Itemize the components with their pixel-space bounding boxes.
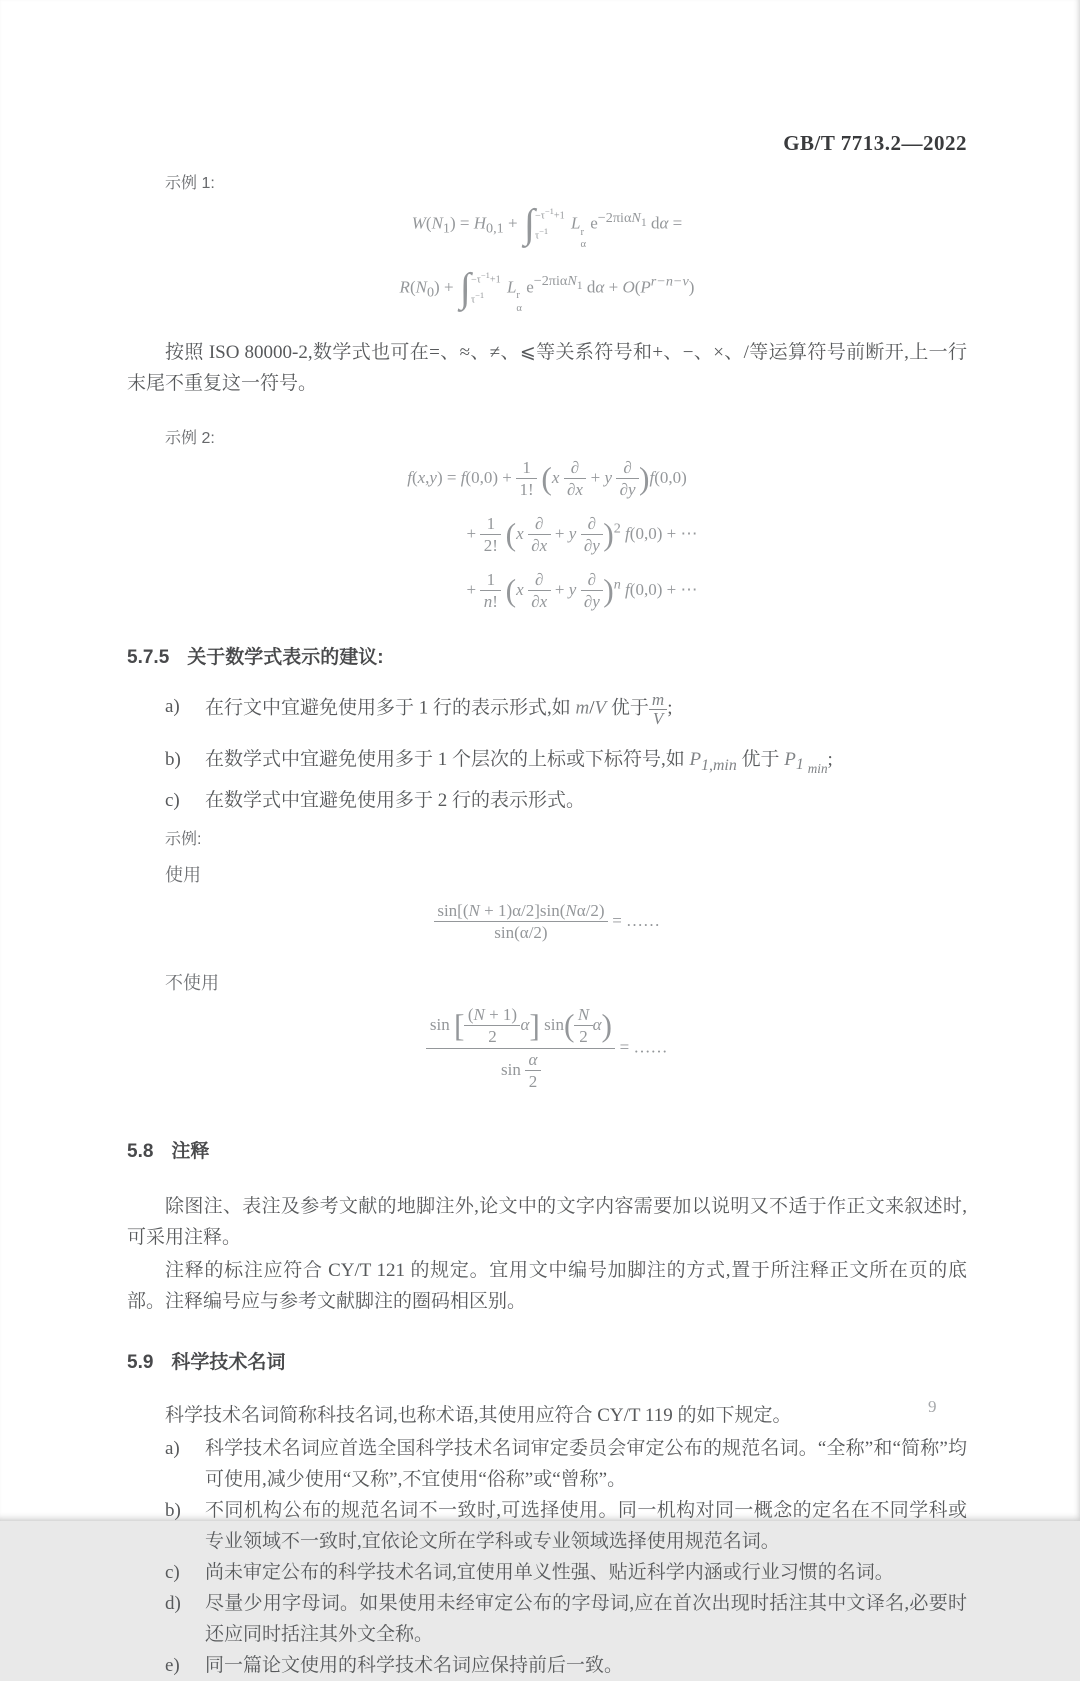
list-item-d xyxy=(165,1588,967,1650)
page-content xyxy=(127,0,967,1681)
not-use-label: 不使用 xyxy=(165,972,219,993)
list-item-a xyxy=(165,691,967,728)
item-text: 科学技术名词应首选全国科学技术名词审定委员会审定公布的规范名词。“全称”和“简称”均可使用,减少使用“又称”,不宜使用“俗称”或“曾称”。 xyxy=(205,1437,967,1490)
section-number: 5.9 xyxy=(127,1351,154,1373)
section-5-9-intro: 科学技术名词简称科技名词,也称术语,其使用应符合 CY/T 119 的如下规定。 xyxy=(165,1404,792,1426)
item-label: c) xyxy=(165,1561,180,1583)
section-title: 关于数学式表示的建议: xyxy=(187,646,384,668)
example2-label: 示例 2: xyxy=(165,429,215,447)
item-label: a) xyxy=(165,695,180,717)
section-5-8-heading xyxy=(127,1136,967,1163)
example2-formula-line1: f(x,y) = f(0,0) + $\frac{1}{1!}$ (x ∂ ∂x + y ∂ ∂y )f(0,0) xyxy=(407,457,687,500)
section-title: 科学技术名词 xyxy=(171,1351,286,1373)
use-formula: $\frac{\sin[(N + 1)\alpha/2]\sin(N\alpha/2)}{\sin(\alpha/2)}$ = …… xyxy=(127,901,967,943)
item-label: b) xyxy=(165,1499,181,1521)
not-use-formula: sin [ $\frac{(N + 1)}{2}$ α] sin( $\frac{N}{2}$ α) sin $\frac{\alpha}{2}$ = …… xyxy=(127,1005,967,1092)
page-number: 9 xyxy=(928,1397,937,1416)
example1-formula-line1: $W(N_1) = H_{0,1}$ + ∫ $-\tau^{-1}+1$ $\tau^{-1}$ L r α $e^{-2\pi i\alpha N_1}$ dα = xyxy=(411,201,683,250)
item-label: c) xyxy=(165,789,180,811)
section-number: 5.7.5 xyxy=(127,646,170,668)
section-5-9-heading xyxy=(127,1347,967,1374)
use-label: 使用 xyxy=(165,864,201,885)
iso-break-rule-paragraph: 按照 ISO 80000-2,数学式也可在=、≈、≠、⩽等关系符号和+、−、×、/等运算符号前断开,上一行末尾不重复这一符号。 xyxy=(127,341,967,394)
item-text: 在数学式中宜避免使用多于 1 个层次的上标或下标符号,如 $P_{1,min}$ 优于 $P_{1 _{min}}$; xyxy=(205,748,833,777)
item-label: d) xyxy=(165,1592,181,1614)
list-item-e xyxy=(165,1650,967,1681)
section-number: 5.8 xyxy=(127,1140,154,1162)
item-text: 同一篇论文使用的科学技术名词应保持前后一致。 xyxy=(205,1654,624,1676)
item-text: 在行文中宜避免使用多于 1 行的表示形式,如 m/V 优于 $\frac{m}{V}$ ; xyxy=(205,689,673,728)
item-text: 尚未审定公布的科学技术名词,宜使用单义性强、贴近科学内涵或行业习惯的名词。 xyxy=(205,1561,894,1583)
section-5-8-paragraph-1: 除图注、表注及参考文献的地脚注外,论文中的文字内容需要加以说明又不适于作正文来叙述时,可采用注释。 xyxy=(127,1195,967,1248)
standard-number-header: GB/T 7713.2—2022 xyxy=(783,131,967,155)
example2-formula-line3: + $\frac{1}{n!}$ (x ∂ ∂x + y ∂ ∂y )$^n$ f(0,0) + ⋯ xyxy=(466,569,698,612)
example1-label: 示例 1: xyxy=(165,175,215,192)
section-5-8-paragraph-2: 注释的标注应符合 CY/T 121 的规定。宜用文中编号加脚注的方式,置于所注释正文所在页的底部。注释编号应与参考文献脚注的圈码相区别。 xyxy=(127,1259,967,1312)
list-item-b xyxy=(165,1495,967,1557)
list-item-c xyxy=(165,785,967,816)
item-text: 尽量少用字母词。如果使用未经审定公布的字母词,应在首次出现时括注其中文译名,必要时还应同时括注其外文全称。 xyxy=(205,1592,967,1645)
list-item-c xyxy=(165,1557,967,1588)
section-title: 注释 xyxy=(171,1140,210,1162)
item-label: b) xyxy=(165,748,181,770)
example1-formula-line2: $R(N_0)$ + ∫ $-\tau^{-1}+1$ $\tau^{-1}$ L r α $e^{-2\pi i\alpha N_1}$ $d\alpha + O(P^{r-n-v})$ xyxy=(399,264,695,314)
item-text: 在数学式中宜避免使用多于 2 行的表示形式。 xyxy=(205,789,586,811)
list-item-a xyxy=(165,1433,967,1495)
example-label: 示例: xyxy=(165,830,202,848)
item-label: e) xyxy=(165,1654,180,1676)
example2-formula-line2: + $\frac{1}{2!}$ (x ∂ ∂x + y ∂ ∂y )$^2$ f(0,0) + ⋯ xyxy=(466,513,698,556)
list-item-b xyxy=(165,744,967,785)
item-text: 不同机构公布的规范名词不一致时,可选择使用。同一机构对同一概念的定名在不同学科或专业领域不一致时,宜依论文所在学科或专业领域选择使用规范名词。 xyxy=(205,1499,967,1552)
section-5-7-5-heading xyxy=(127,642,967,669)
item-label: a) xyxy=(165,1437,180,1459)
